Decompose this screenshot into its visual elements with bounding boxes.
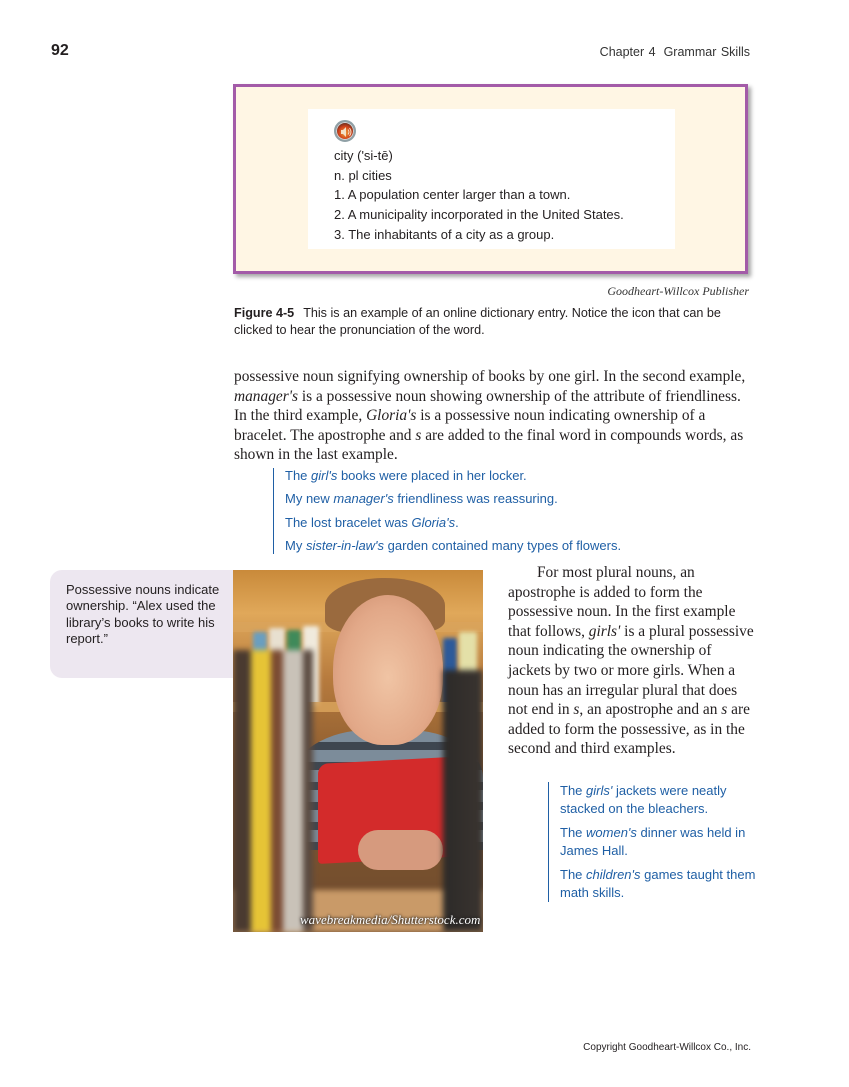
dictionary-definition: 2. A municipality incorporated in the United States.	[334, 207, 624, 222]
dictionary-definition: 1. A population center larger than a town.	[334, 187, 571, 202]
body-paragraph: possessive noun signifying ownership of books by one girl. In the second example, manager's is a possessive noun showing ownership of the attribute of friendliness. In the third example, Gloria's is a possessive noun indicating ownership of a bracelet. The apostrophe and s are added to the final word in compounds words, as shown in the last example.	[234, 368, 746, 464]
dictionary-plural: n. pl cities	[334, 168, 392, 183]
copyright-notice: Copyright Goodheart-Willcox Co., Inc.	[583, 1042, 751, 1053]
figure-credit: Goodheart-Willcox Publisher	[607, 284, 749, 298]
figure-label: Figure 4-5	[234, 306, 295, 320]
example-list	[548, 782, 760, 902]
running-head	[600, 45, 750, 59]
margin-note-text: Possessive nouns indicate ownership. “Alex used the library’s books to write his report.”	[66, 582, 220, 646]
photo-student-reading	[233, 570, 483, 932]
dictionary-headword: city ('si-tē)	[334, 148, 393, 163]
chapter-title: Grammar Skills	[663, 45, 750, 59]
example-sentence: My new manager's friendliness was reassuring.	[285, 491, 558, 507]
example-sentence: The lost bracelet was Gloria's.	[285, 514, 459, 530]
page-number: 92	[51, 42, 69, 59]
dictionary-definition: 3. The inhabitants of a city as a group.	[334, 227, 555, 242]
photo-foreground-books	[233, 650, 313, 932]
example-sentence: The girls' jackets were neatly stacked on the bleachers.	[560, 783, 727, 816]
example-list	[273, 468, 621, 554]
chapter-number: Chapter 4	[599, 45, 656, 59]
photo-credit: wavebreakmedia/Shutterstock.com	[300, 912, 481, 927]
figure-caption-text: This is an example of an online dictionary entry. Notice the icon that can be clicked to hear the pronunciation of the word.	[234, 306, 721, 337]
example-sentence: The children's games taught them math skills.	[560, 867, 756, 900]
body-paragraph: For most plural nouns, an apostrophe is added to form the possessive noun. In the first example that follows, girls' is a plural possessive noun indicating the ownership of jackets by two or more girls. When a noun has an irregular plural that does not end in s, an apostrophe and an s are added to form the possessive, as in the second and third examples.	[508, 564, 754, 758]
speaker-icon[interactable]	[334, 120, 356, 142]
photo-face	[333, 595, 443, 745]
figure-caption	[234, 305, 749, 339]
example-sentence: My sister-in-law's garden contained many types of flowers.	[285, 537, 622, 553]
example-sentence: The women's dinner was held in James Hall.	[560, 825, 746, 858]
example-sentence: The girl's books were placed in her locker.	[285, 468, 527, 483]
photo-hand	[358, 830, 443, 870]
